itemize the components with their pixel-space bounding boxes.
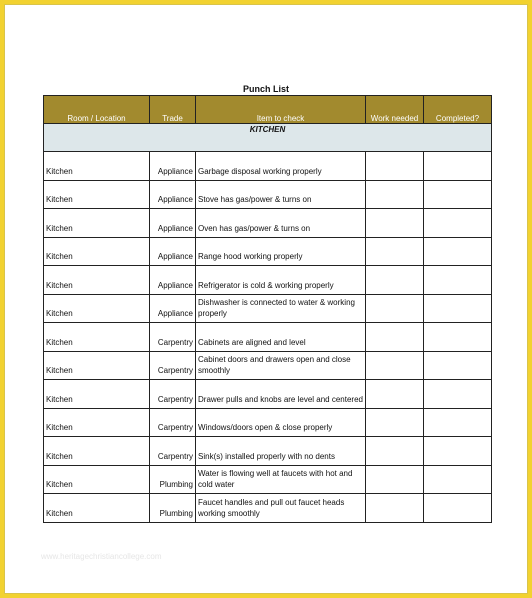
punch-list-table — [43, 95, 492, 523]
cell-item: Cabinet doors and drawers open and close smoothly — [196, 351, 366, 380]
cell-trade: Appliance — [150, 152, 196, 181]
cell-trade: Appliance — [150, 294, 196, 323]
cell-trade: Carpentry — [150, 380, 196, 409]
cell-room: Kitchen — [44, 180, 150, 209]
table-row — [44, 437, 492, 466]
cell-completed[interactable] — [424, 180, 492, 209]
cell-room: Kitchen — [44, 294, 150, 323]
cell-trade: Carpentry — [150, 408, 196, 437]
cell-work-needed[interactable] — [366, 465, 424, 494]
document-title: Punch List — [242, 84, 289, 94]
cell-trade: Appliance — [150, 209, 196, 238]
table-header-row — [44, 96, 492, 124]
cell-room: Kitchen — [44, 408, 150, 437]
cell-completed[interactable] — [424, 380, 492, 409]
table-row — [44, 152, 492, 181]
cell-room: Kitchen — [44, 152, 150, 181]
footer-watermark: www.heritagechristiancollege.com — [41, 552, 162, 561]
table-row — [44, 408, 492, 437]
cell-trade: Carpentry — [150, 323, 196, 352]
cell-trade: Carpentry — [150, 437, 196, 466]
cell-completed[interactable] — [424, 437, 492, 466]
cell-room: Kitchen — [44, 380, 150, 409]
cell-trade: Plumbing — [150, 494, 196, 523]
cell-room: Kitchen — [44, 437, 150, 466]
cell-completed[interactable] — [424, 494, 492, 523]
document-sheet — [4, 4, 528, 594]
cell-work-needed[interactable] — [366, 180, 424, 209]
table-row — [44, 323, 492, 352]
table-row — [44, 237, 492, 266]
table-row — [44, 494, 492, 523]
cell-trade: Appliance — [150, 180, 196, 209]
column-header-work-needed: Work needed — [366, 96, 424, 124]
cell-work-needed[interactable] — [366, 294, 424, 323]
column-header-completed: Completed? — [424, 96, 492, 124]
cell-work-needed[interactable] — [366, 380, 424, 409]
cell-work-needed[interactable] — [366, 152, 424, 181]
cell-trade: Appliance — [150, 266, 196, 295]
cell-room: Kitchen — [44, 266, 150, 295]
table-row — [44, 209, 492, 238]
cell-trade: Appliance — [150, 237, 196, 266]
cell-item: Stove has gas/power & turns on — [196, 180, 366, 209]
cell-completed[interactable] — [424, 209, 492, 238]
table-row — [44, 351, 492, 380]
cell-room: Kitchen — [44, 494, 150, 523]
cell-item: Drawer pulls and knobs are level and centered — [196, 380, 366, 409]
cell-item: Sink(s) installed properly with no dents — [196, 437, 366, 466]
cell-completed[interactable] — [424, 152, 492, 181]
cell-completed[interactable] — [424, 294, 492, 323]
cell-trade: Plumbing — [150, 465, 196, 494]
cell-item: Cabinets are aligned and level — [196, 323, 366, 352]
cell-room: Kitchen — [44, 209, 150, 238]
cell-completed[interactable] — [424, 266, 492, 295]
table-row — [44, 266, 492, 295]
table-row — [44, 180, 492, 209]
cell-room: Kitchen — [44, 237, 150, 266]
cell-work-needed[interactable] — [366, 351, 424, 380]
cell-work-needed[interactable] — [366, 408, 424, 437]
section-row — [44, 124, 492, 152]
cell-work-needed[interactable] — [366, 437, 424, 466]
table-row — [44, 380, 492, 409]
cell-work-needed[interactable] — [366, 494, 424, 523]
cell-item: Garbage disposal working properly — [196, 152, 366, 181]
table-row — [44, 465, 492, 494]
cell-work-needed[interactable] — [366, 209, 424, 238]
cell-trade: Carpentry — [150, 351, 196, 380]
column-header-item: Item to check — [196, 96, 366, 124]
section-title: KITCHEN — [44, 124, 492, 152]
cell-item: Water is flowing well at faucets with hot and cold water — [196, 465, 366, 494]
cell-item: Dishwasher is connected to water & working properly — [196, 294, 366, 323]
column-header-room: Room / Location — [44, 96, 150, 124]
cell-completed[interactable] — [424, 351, 492, 380]
cell-room: Kitchen — [44, 351, 150, 380]
cell-completed[interactable] — [424, 237, 492, 266]
cell-work-needed[interactable] — [366, 266, 424, 295]
cell-item: Oven has gas/power & turns on — [196, 209, 366, 238]
cell-work-needed[interactable] — [366, 237, 424, 266]
column-header-trade: Trade — [150, 96, 196, 124]
cell-completed[interactable] — [424, 465, 492, 494]
cell-item: Refrigerator is cold & working properly — [196, 266, 366, 295]
cell-item: Range hood working properly — [196, 237, 366, 266]
cell-completed[interactable] — [424, 408, 492, 437]
cell-room: Kitchen — [44, 323, 150, 352]
cell-item: Windows/doors open & close properly — [196, 408, 366, 437]
cell-room: Kitchen — [44, 465, 150, 494]
cell-work-needed[interactable] — [366, 323, 424, 352]
cell-completed[interactable] — [424, 323, 492, 352]
table-row — [44, 294, 492, 323]
cell-item: Faucet handles and pull out faucet heads working smoothly — [196, 494, 366, 523]
